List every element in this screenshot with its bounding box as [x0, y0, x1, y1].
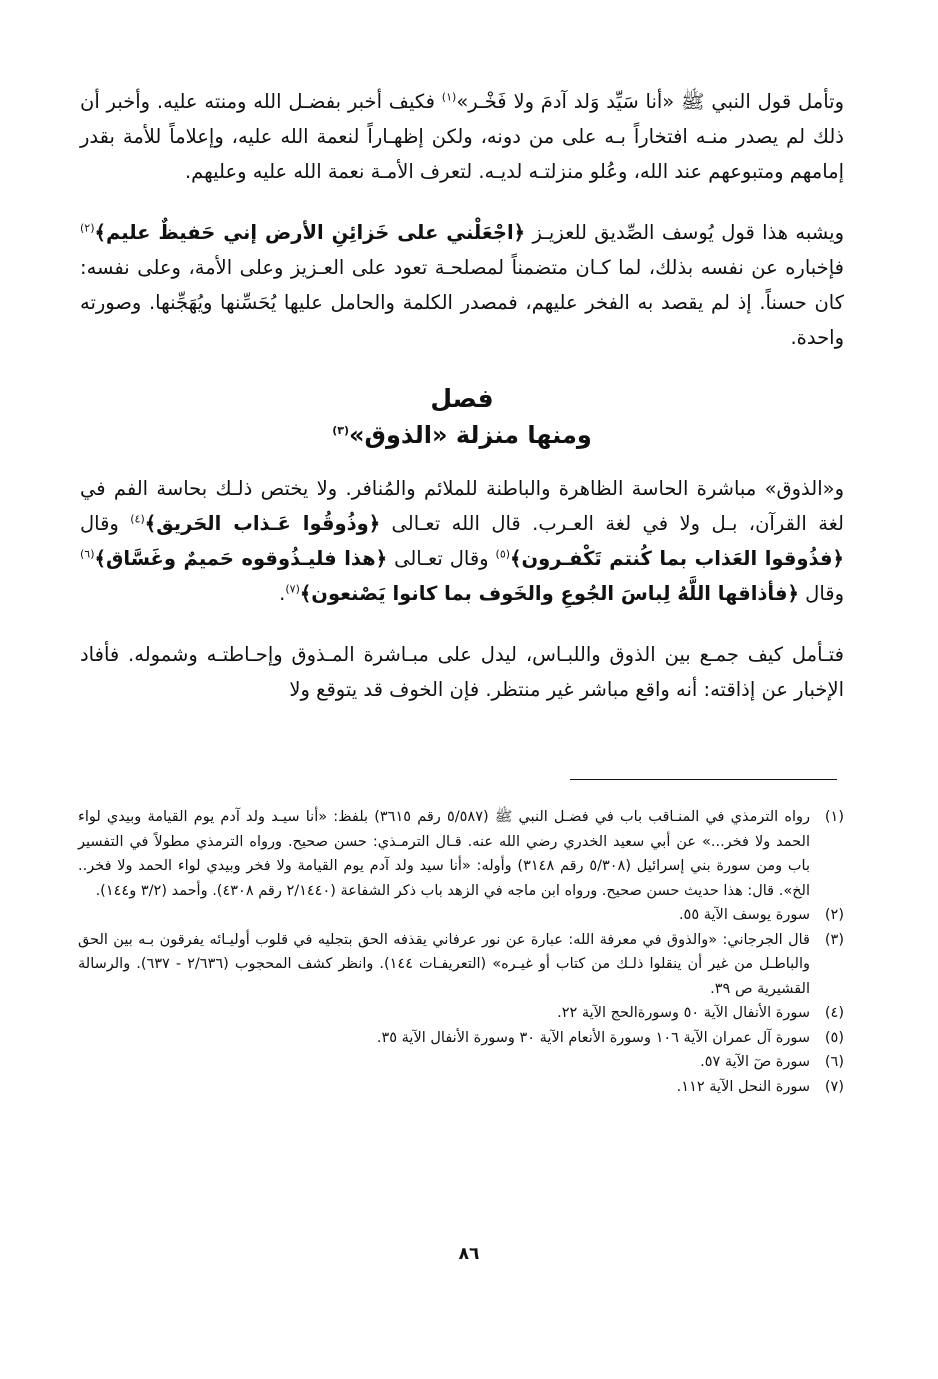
quran-verse: ﴿هذا فليـذُوقوه حَميمٌ وغَسَّاق﴾ — [94, 547, 388, 570]
footnote-number: (٣) — [824, 931, 844, 948]
paragraph-text: وقال تعـالى — [387, 547, 496, 570]
paragraph-text: وقال — [80, 512, 131, 535]
footnote — [78, 1075, 844, 1100]
page-number: ٨٦ — [458, 1244, 480, 1264]
footnote-text: سورة يوسف الآية ٥٥. — [678, 907, 810, 923]
paragraph-text: وتأمل قول النبي ﷺ «أنا سَيِّد وَلد آدمَ ولا فَخْـر» — [456, 90, 844, 113]
footnote — [78, 928, 844, 1002]
footnote-number: (١) — [824, 809, 844, 825]
footnote-number: (٢) — [824, 907, 844, 923]
footnote-number: (٤) — [824, 1005, 844, 1021]
footnote-ref: (١) — [441, 90, 457, 104]
footnote-ref: (٥) — [495, 547, 511, 561]
footnote — [78, 1026, 844, 1051]
footnote-ref: (٣) — [332, 424, 349, 437]
paragraph-text: . — [279, 582, 286, 605]
quran-verse: ﴿اجْعَلْني على خَزائِنِ الأرض إني حَفيظٌ عليم﴾ — [94, 221, 526, 244]
paragraph — [80, 84, 844, 189]
paragraph-text: و«الذوق» مباشرة الحاسة الظاهرة والباطنة للملائم والمُنافر. ولا يختص ذلـك بحاسة الفم في لغة القرآن، بـل ولا في لغة العـرب. قال الله تعـالى — [80, 477, 844, 535]
quran-verse: ﴿فذُوقوا العَذاب بما كُنتم تَكْفـرون﴾ — [510, 547, 844, 570]
section-title: فصل — [430, 384, 494, 413]
quran-verse: ﴿فأذاقها اللَّهُ لِباسَ الجُوعِ والخَوف بما كانوا يَصْنعون﴾ — [299, 582, 799, 605]
footnote-number: (٧) — [824, 1078, 844, 1095]
footnote-text: سورة صٓ الآية ٥٧. — [700, 1054, 810, 1070]
footnote-ref: (٤) — [130, 512, 145, 526]
section-subtitle — [80, 417, 844, 453]
footnote-ref: (٦) — [80, 547, 95, 561]
paragraph — [80, 215, 844, 355]
paragraph-text: وقال — [798, 582, 844, 605]
paragraph-text: ويشبه هذا قول يُوسف الصِّديق للعزيـز — [525, 221, 844, 244]
paragraph-text: فإخباره عن نفسه بذلك، لما كـان متضمناً لمصلحـة تعود على العـزيز وعلى الأمة، وعلى نفسه: كان حسناً. إذ لم يقصد به الفخر عليهم، فمصدر الكلمة والحامل عليها يُحَسِّنها ويُهَجِّنها. وصورته واحدة. — [80, 256, 844, 349]
footnote-text: سورة النحل الآية ١١٢. — [676, 1078, 810, 1095]
footnote-divider — [570, 779, 837, 780]
paragraph — [80, 471, 844, 611]
footnote — [78, 1050, 844, 1075]
footnote-text: سورة الأنفال الآية ٥٠ وسورةالحج الآية ٢٢. — [557, 1005, 810, 1021]
footnote — [78, 903, 844, 928]
footnote — [78, 1001, 844, 1026]
footnote-text: رواه الترمذي في المنـاقب باب في فضـل النبي ﷺ (٥/٥٨٧ رقم ٣٦١٥) بلفظ: «أنا سيـد ولد آدم يوم القيامة وبيدي لواء الحمد ولا فخر...» عن أبي سعيد الخدري رضي الله عنه. قـال الترمـذي: حسن صحيح. ورواه الترمذي مطولاً في التفسير باب ومن سورة بني إسرائيل (٥/٣٠٨ رقم ٣١٤٨) وأوله: «أنا سيد ولد آدم يوم القيامة ولا فخر وبيدي لواء الحمد ولا فخر.. الخ». قال: هذا حديث حسن صحيح. ورواه ابن ماجه في الزهد باب ذكر الشفاعة (٢/١٤٤٠ رقم ٤٣٠٨). وأحمد (٣/٢ و١٤٤). — [78, 809, 810, 899]
main-text — [80, 84, 844, 733]
footnote — [78, 805, 844, 903]
footnote-text: قال الجرجاني: «والذوق في معرفة الله: عبارة عن نور عرفاني يقذفه الحق بتجليه في قلوب أوليـائه يفرقون بـه بين الحق والباطـل من غير أن ينقلوا ذلـك من كتاب أو غيـره» (التعريفـات ١٤٤). وانظر كشف المحجوب (٢/٦٣٦ - ٦٣٧). والرسالة القشيرية ص ٣٩. — [78, 931, 810, 997]
footnote-number: (٥) — [824, 1029, 844, 1046]
footnote-number: (٦) — [824, 1054, 844, 1070]
footnote-text: سورة آل عمران الآية ١٠٦ وسورة الأنعام الآية ٣٠ وسورة الأنفال الآية ٣٥. — [376, 1029, 810, 1046]
paragraph-text: فتـأمل كيف جمـع بين الذوق واللبـاس، ليدل على مبـاشرة المـذوق وإحـاطتـه وشموله. فأفاد الإخبار عن إذاقته: أنه واقع مباشر غير منتظر. فإن الخوف قد يتوقع ولا — [80, 643, 844, 701]
paragraph-text: فكيف أخبر بفضـل الله ومنته عليه. وأخبر أن ذلك لم يصدر منـه افتخاراً بـه على من دونه، ولكن إظهـاراً لنعمة الله عليه، وإعلاماً للأمة بقدر إمامهم ومتبوعهم عند الله، وعُلو منزلتـه لديـه. لتعرف الأمـة نعمة الله عليه وعليهم. — [80, 90, 844, 183]
footnote-ref: (٧) — [285, 582, 300, 596]
footnotes — [78, 805, 844, 1099]
paragraph — [80, 637, 844, 707]
section-heading — [80, 381, 844, 453]
section-subtitle-text: ومنها منزلة «الذوق» — [349, 421, 592, 449]
quran-verse: ﴿وذُوقُوا عَـذاب الحَريق﴾ — [144, 512, 381, 535]
footnote-ref: (٢) — [80, 221, 95, 235]
